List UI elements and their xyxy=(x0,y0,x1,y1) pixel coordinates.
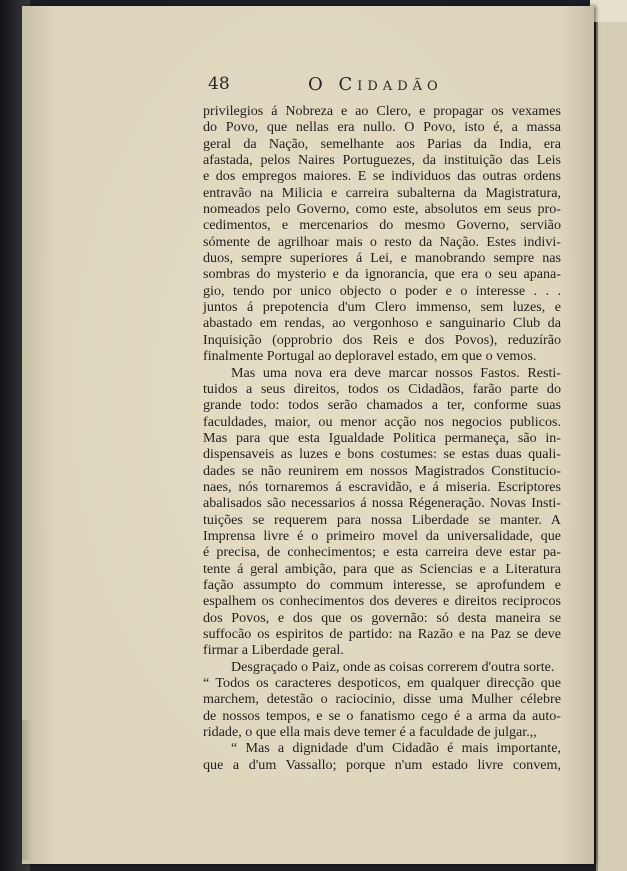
text-line: “ Mas a dignidade d'um Cidadão é mais importante, xyxy=(231,740,561,757)
text-line: suffocão os espiritos de partido: na Razão e na Paz se deve xyxy=(203,626,561,642)
text-line: afastada, pelos Naires Portuguezes, da instituição das Leis xyxy=(203,152,561,169)
text-line: finalmente Portugal ao deploravel estado, em que o vemos. xyxy=(203,348,537,365)
body-text xyxy=(203,103,561,773)
text-line: tuidos a seus direitos, todos os Cidadãos, farão parte do xyxy=(203,380,561,397)
text-line: sómente de agrilhoar mais o resto da Nação. Estes indivi- xyxy=(203,233,561,250)
paper-tab xyxy=(590,0,627,22)
text-line: “ Todos os caracteres despoticos, em qualquer direcção que xyxy=(203,675,561,692)
text-line: Desgraçado o Paiz, onde as coisas correrem d'outra sorte. xyxy=(231,658,555,675)
text-line: duos, sempre superiores á Lei, e manobrando sempre nas xyxy=(203,250,561,267)
text-line: entravão na Milicia e carreira subalterna da Magistratura, xyxy=(203,184,561,201)
running-title: O Cidadão xyxy=(308,74,443,95)
text-line: marchem, detestão o raciocinio, disse uma Mulher célebre xyxy=(203,691,561,708)
text-line: naes, nós tornaremos á escravidão, e á miseria. Escriptores xyxy=(203,478,561,495)
text-line: e dos empregos maiores. E se individuos das outras ordens xyxy=(203,168,561,185)
text-line: Imprensa livre é o primeiro movel da universalidade, que xyxy=(203,527,561,544)
page-shadow xyxy=(22,720,32,860)
text-line: Mas uma nova era deve marcar nossos Fastos. Resti- xyxy=(231,364,561,381)
text-line: que a d'um Vassallo; porque n'um estado livre convem, xyxy=(203,756,561,773)
text-line: do Povo, que nellas era nullo. O Povo, isto é, a massa xyxy=(203,119,561,136)
text-line: gio, tendo por unico objecto o poder e o interesse . . . xyxy=(203,282,561,299)
text-line: dispensaveis as luzes e bons costumes: se estas duas quali- xyxy=(203,446,561,463)
text-line: cedimentos, e mercenarios do mesmo Governo, servião xyxy=(203,217,561,234)
text-line: tuições se requerem para nossa Liberdade se manter. A xyxy=(203,511,561,528)
text-line: é precisa, de conhecimentos; e esta carreira deve estar pa- xyxy=(203,544,561,561)
text-line: tente á geral ambição, para que as Sciencias e a Literatura xyxy=(203,560,561,577)
adjacent-page-edge xyxy=(596,18,627,871)
text-line: privilegios á Nobreza e ao Clero, e propagar os vexames xyxy=(203,103,561,119)
text-line: grande todo: todos serão chamados a ter, conforme suas xyxy=(203,397,561,414)
text-line: geral da Nação, semelhante aos Parias da India, era xyxy=(203,135,561,152)
text-line: de nossos tempos, e se o fanatismo cego é a arma da auto- xyxy=(203,707,561,724)
page-number: 48 xyxy=(208,74,230,94)
text-line: nomeados pelo Governo, como este, absolutos em seus pro- xyxy=(203,201,561,218)
text-line: faculdades, maior, ou menor acção nos negocios publicos. xyxy=(203,413,561,430)
text-line: Inquisição (opprobrio dos Reis e dos Povos), reduzírão xyxy=(203,331,561,348)
text-line: firmar a Liberdade geral. xyxy=(203,642,344,659)
text-line: dos Povos, e dos que os governão: só desta maneira se xyxy=(203,609,561,626)
text-line: fação assumpto do commum interesse, se aprofundem e xyxy=(203,576,561,593)
text-line: abastado em rendas, ao vergonhoso e sanguinario Club da xyxy=(203,315,561,332)
text-line: juntos á prepotencia d'um Clero immenso, sem luzes, e xyxy=(203,299,561,316)
text-line: ridade, o que ella mais deve temer é a faculdade de julgar.,, xyxy=(203,724,537,741)
text-line: sombras do mysterio e da ignorancia, que era o seu apana- xyxy=(203,266,561,283)
page-header xyxy=(208,74,568,100)
text-line: espalhem os conhecimentos dos deveres e direitos reciprocos xyxy=(203,593,561,610)
text-line: Mas para que esta Igualdade Politica permaneça, são in- xyxy=(203,429,561,446)
text-line: abalisados são necessarios á nossa Régeneração. Novas Insti- xyxy=(203,495,561,512)
text-line: dades se não reunirem em nossos Magistrados Constitucio- xyxy=(203,462,561,479)
